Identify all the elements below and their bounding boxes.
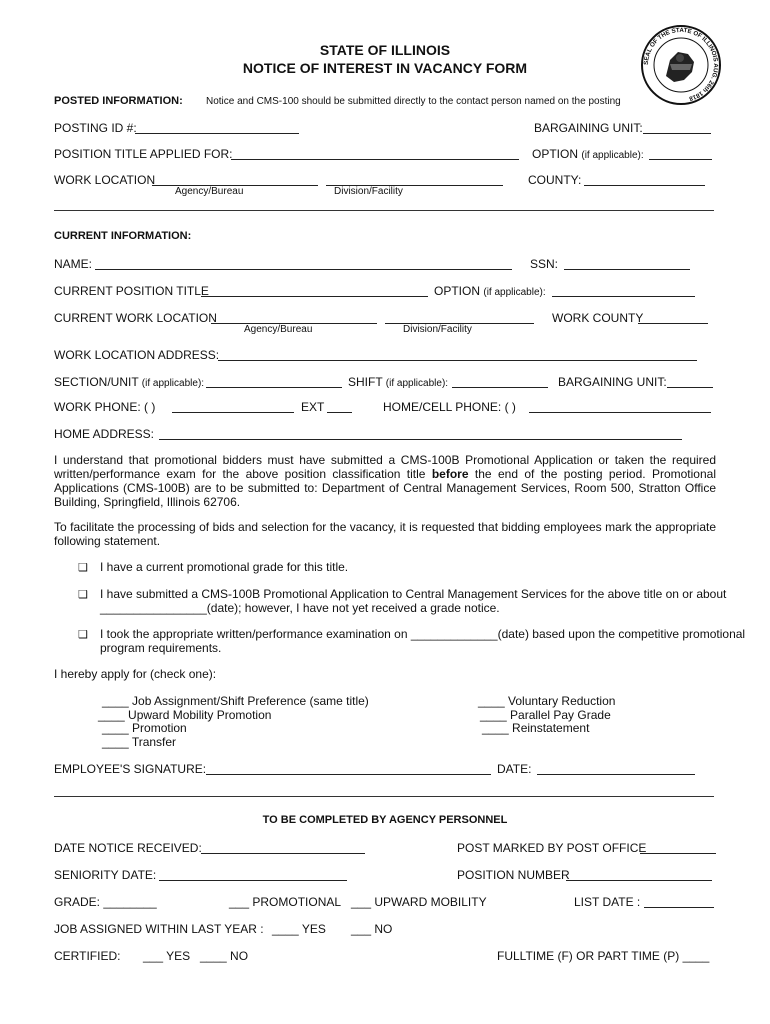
posted-info-label: POSTED INFORMATION:: [54, 95, 183, 107]
statement-2-text-line2: ________________(date); however, I have not yet received a grade notice.: [100, 601, 500, 615]
statement-1-checkbox[interactable]: ❑: [78, 562, 88, 574]
form-title: NOTICE OF INTEREST IN VACANCY FORM: [242, 60, 528, 76]
agency-heading: TO BE COMPLETED BY AGENCY PERSONNEL: [262, 814, 508, 826]
current-info-heading: CURRENT INFORMATION:: [54, 230, 192, 242]
seal-text: SEAL OF THE STATE OF ILLINOIS AUG. 26th 1818: [642, 26, 720, 102]
ext-label: EXT: [301, 400, 325, 414]
position-title-label: POSITION TITLE APPLIED FOR:: [54, 147, 233, 161]
statement-3-text-line2: program requirements.: [100, 641, 222, 655]
division-facility-caption: Division/Facility: [334, 186, 403, 197]
bargaining-unit-field[interactable]: [643, 133, 711, 134]
home-address-label: HOME ADDRESS:: [54, 427, 155, 441]
list-date-field[interactable]: [644, 907, 714, 908]
ssn-label: SSN:: [530, 257, 559, 271]
option-paren: (if applicable):: [581, 150, 644, 161]
section-unit-label: SECTION/UNIT: [54, 375, 139, 389]
statement-1-text: I have a current promotional grade for this title.: [100, 560, 349, 574]
grade-label: GRADE: ________: [54, 895, 157, 909]
certified-no[interactable]: ____ NO: [200, 949, 249, 963]
current-bargaining-field[interactable]: [667, 387, 713, 388]
home-phone-field[interactable]: [529, 412, 711, 413]
job-assigned-label: JOB ASSIGNED WITHIN LAST YEAR :: [54, 922, 264, 936]
shift-label: SHIFT: [348, 375, 383, 389]
home-address-field[interactable]: [159, 439, 682, 440]
signature-date-label: DATE:: [497, 762, 532, 776]
certified-label: CERTIFIED:: [54, 949, 121, 963]
date-notice-field[interactable]: [201, 853, 365, 854]
current-position-field[interactable]: [201, 296, 428, 297]
promotional-option[interactable]: ___ PROMOTIONAL: [229, 895, 342, 909]
agency-divider: [54, 796, 714, 797]
list-date-label: LIST DATE :: [574, 895, 641, 909]
fulltime-parttime-field[interactable]: FULLTIME (F) OR PART TIME (P) ____: [497, 949, 710, 963]
ssn-field[interactable]: [564, 269, 690, 270]
apply-for-label: I hereby apply for (check one):: [54, 667, 217, 681]
current-agency-caption: Agency/Bureau: [244, 324, 313, 335]
work-location-label: WORK LOCATION: [54, 173, 156, 187]
post-marked-label: POST MARKED BY POST OFFICE: [457, 841, 647, 855]
current-option-label: OPTION: [434, 284, 481, 298]
job-assigned-yes[interactable]: ____ YES: [272, 922, 326, 936]
work-location-address-label: WORK LOCATION ADDRESS:: [54, 348, 220, 362]
work-county-label: WORK COUNTY: [552, 311, 644, 325]
posting-id-label: POSTING ID #:: [54, 121, 137, 135]
statement-3-checkbox[interactable]: ❑: [78, 629, 88, 641]
option-job-assignment[interactable]: ____ Job Assignment/Shift Preference (same title): [102, 694, 369, 708]
promotional-notice-paragraph: I understand that promotional bidders must have submitted a CMS-100B Promotional Application or taken the required written/performance exam for the above position classification title before the end of the posting period. Promotional Applications (CMS-100B) are to be submitted to: Department of Central Management Services, Room 500, Stratton Office Building, Springfield, Illinois 62706.: [54, 453, 716, 509]
current-work-location-label: CURRENT WORK LOCATION: [54, 311, 217, 325]
upward-mobility-option[interactable]: ___ UPWARD MOBILITY: [351, 895, 487, 909]
seniority-date-label: SENIORITY DATE:: [54, 868, 157, 882]
option-field[interactable]: [649, 159, 712, 160]
work-phone-label: WORK PHONE: ( ): [54, 400, 156, 414]
position-number-field[interactable]: [566, 880, 712, 881]
section-divider: [54, 210, 714, 211]
form-title-state: STATE OF ILLINOIS: [319, 42, 451, 58]
bargaining-unit-label: BARGAINING UNIT:: [534, 121, 643, 135]
county-field[interactable]: [584, 185, 705, 186]
work-location-address-field[interactable]: [218, 360, 697, 361]
option-parallel-pay[interactable]: ____ Parallel Pay Grade: [480, 708, 611, 722]
statement-3-text-line1: I took the appropriate written/performance examination on _____________(date) based upon the competitive promotional: [100, 627, 746, 641]
posting-id-field[interactable]: [135, 133, 299, 134]
statement-2-text-line1: I have submitted a CMS-100B Promotional Application to Central Management Services for the above title on or about: [100, 587, 727, 601]
current-bargaining-label: BARGAINING UNIT:: [558, 375, 667, 389]
current-option-paren: (if applicable):: [483, 287, 546, 298]
shift-field[interactable]: [452, 387, 548, 388]
section-unit-paren: (if applicable):: [141, 378, 205, 389]
county-label: COUNTY:: [528, 173, 582, 187]
date-notice-label: DATE NOTICE RECEIVED:: [54, 841, 202, 855]
current-option-field[interactable]: [552, 296, 695, 297]
state-seal-icon: [640, 24, 722, 106]
option-label: OPTION: [532, 147, 579, 161]
current-position-label: CURRENT POSITION TITLE: [54, 284, 209, 298]
option-transfer[interactable]: ____ Transfer: [102, 735, 177, 749]
home-phone-label: HOME/CELL PHONE: ( ): [383, 400, 516, 414]
signature-label: EMPLOYEE'S SIGNATURE:: [54, 762, 207, 776]
signature-field[interactable]: [206, 774, 491, 775]
option-reinstatement[interactable]: ____ Reinstatement: [482, 721, 590, 735]
statement-2-checkbox[interactable]: ❑: [78, 589, 88, 601]
option-promotion[interactable]: ____ Promotion: [102, 721, 187, 735]
option-voluntary-reduction[interactable]: ____ Voluntary Reduction: [478, 694, 616, 708]
current-division-caption: Division/Facility: [403, 324, 472, 335]
shift-paren: (if applicable):: [385, 378, 449, 389]
option-upward-mobility[interactable]: ____ Upward Mobility Promotion: [98, 708, 272, 722]
certified-yes[interactable]: ___ YES: [143, 949, 191, 963]
agency-bureau-caption: Agency/Bureau: [175, 186, 244, 197]
facilitate-paragraph: To facilitate the processing of bids and selection for the vacancy, it is requested that bidding employees mark the appropriate following statement.: [54, 520, 716, 548]
ext-field[interactable]: [327, 412, 352, 413]
seniority-date-field[interactable]: [159, 880, 347, 881]
name-field[interactable]: [95, 269, 512, 270]
name-label: NAME:: [54, 257, 93, 271]
job-assigned-no[interactable]: ___ NO: [351, 922, 393, 936]
work-phone-field[interactable]: [172, 412, 294, 413]
position-title-field[interactable]: [231, 159, 519, 160]
work-county-field[interactable]: [638, 323, 708, 324]
position-number-label: POSITION NUMBER: [457, 868, 570, 882]
post-marked-field[interactable]: [640, 853, 716, 854]
section-unit-field[interactable]: [206, 387, 342, 388]
posted-info-note: Notice and CMS-100 should be submitted directly to the contact person named on the posting: [206, 96, 621, 107]
signature-date-field[interactable]: [537, 774, 695, 775]
